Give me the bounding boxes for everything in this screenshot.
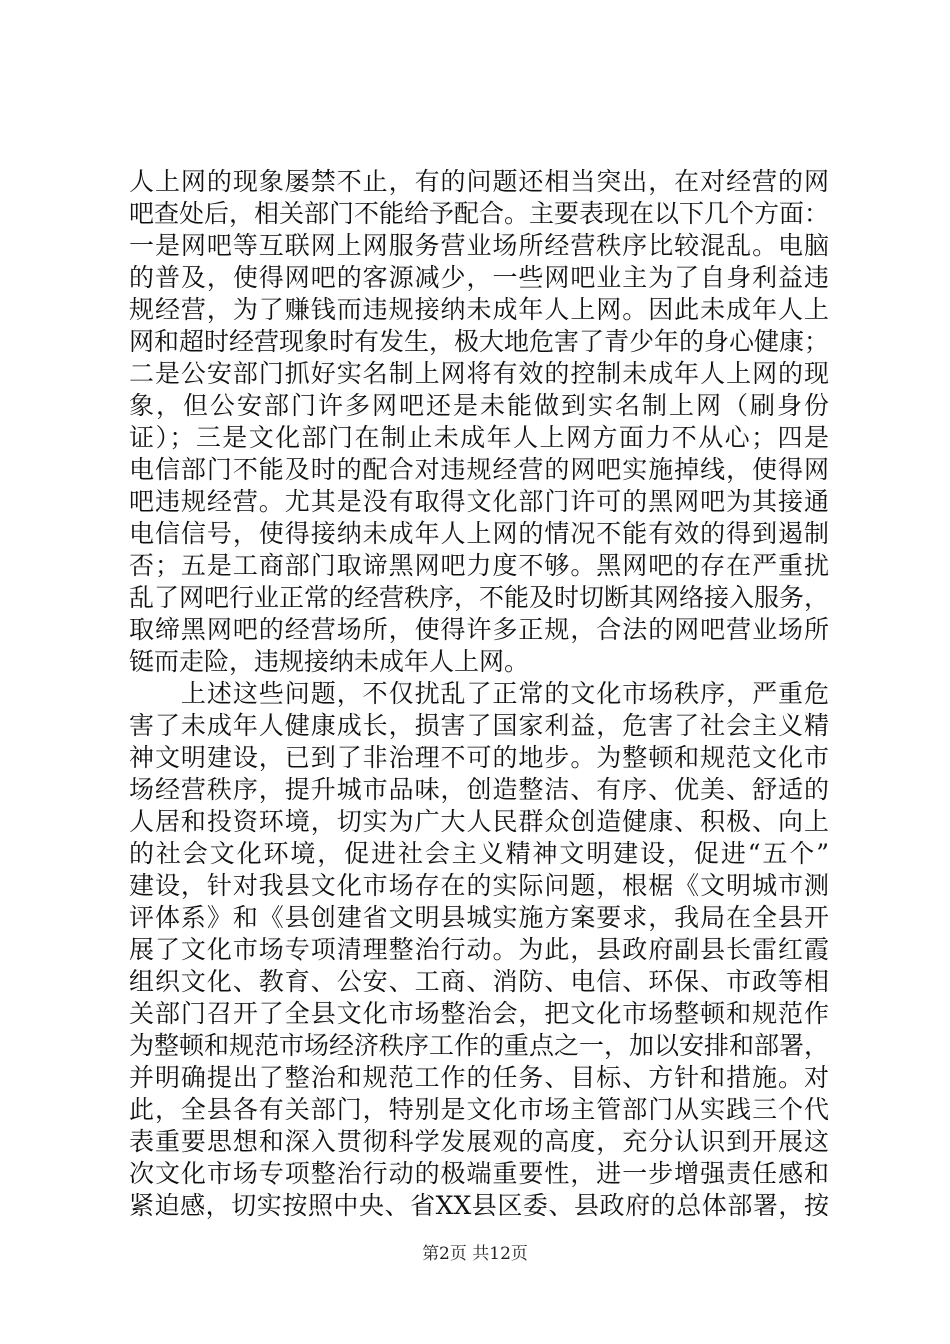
body-line: 人上网的现象屡禁不止，有的问题还相当突出，在对经营的网 bbox=[129, 167, 829, 196]
body-line: 关部门召开了全县文化市场整治会，把文化市场整顿和规范作 bbox=[129, 999, 829, 1028]
body-line: 铤而走险，违规接纳未成年人上网。 bbox=[129, 647, 530, 676]
body-line: 取缔黑网吧的经营场所，使得许多正规，合法的网吧营业场所 bbox=[129, 615, 829, 644]
body-line: 并明确提出了整治和规范工作的任务、目标、方针和措施。对 bbox=[129, 1063, 829, 1092]
body-line: 紧迫感，切实按照中央、省XX县区委、县政府的总体部署，按 bbox=[129, 1191, 829, 1220]
body-line: 电信信号，使得接纳未成年人上网的情况不能有效的得到遏制 bbox=[129, 519, 829, 548]
body-line: 电信部门不能及时的配合对违规经营的网吧实施掉线，使得网 bbox=[129, 455, 829, 484]
body-line: 一是网吧等互联网上网服务营业场所经营秩序比较混乱。电脑 bbox=[129, 231, 829, 260]
body-line: 否；五是工商部门取谛黑网吧力度不够。黑网吧的存在严重扰 bbox=[129, 551, 829, 580]
body-line: 次文化市场专项整治行动的极端重要性，进一步增强责任感和 bbox=[129, 1159, 829, 1188]
body-line: 象，但公安部门许多网吧还是未能做到实名制上网（刷身份 bbox=[129, 391, 829, 420]
body-line: 的普及，使得网吧的客源减少，一些网吧业主为了自身利益违 bbox=[129, 263, 829, 292]
body-line: 神文明建设，已到了非治理不可的地步。为整顿和规范文化市 bbox=[129, 743, 829, 772]
body-line: 为整顿和规范市场经济秩序工作的重点之一，加以安排和部署， bbox=[129, 1031, 830, 1060]
body-line: 建设，针对我县文化市场存在的实际问题，根椐《文明城市测 bbox=[129, 871, 829, 900]
body-line: 的社会文化环境，促进社会主义精神文明建设，促进“五个” bbox=[129, 839, 829, 868]
body-line: 吧违规经营。尤其是没有取得文化部门许可的黑网吧为其接通 bbox=[129, 487, 829, 516]
body-line: 表重要思想和深入贯彻科学发展观的高度，充分认识到开展这 bbox=[129, 1127, 829, 1156]
body-line: 害了未成年人健康成长，损害了国家利益，危害了社会主义精 bbox=[129, 711, 829, 740]
body-line: 二是公安部门抓好实名制上网将有效的控制未成年人上网的现 bbox=[129, 359, 829, 388]
document-body bbox=[129, 166, 829, 1222]
body-line: 组织文化、教育、公安、工商、消防、电信、环保、市政等相 bbox=[129, 967, 829, 996]
body-line: 上述这些问题，不仅扰乱了正常的文化市场秩序，严重危 bbox=[129, 679, 829, 708]
body-line: 乱了网吧行业正常的经营秩序，不能及时切断其网络接入服务， bbox=[129, 583, 830, 612]
body-line: 规经营，为了赚钱而违规接纳未成年人上网。因此未成年人上 bbox=[129, 295, 829, 324]
body-line: 展了文化市场专项清理整治行动。为此，县政府副县长雷红霞 bbox=[129, 935, 829, 964]
body-line: 此，全县各有关部门，特别是文化市场主管部门从实践三个代 bbox=[129, 1095, 829, 1124]
body-line: 吧查处后，相关部门不能给予配合。主要表现在以下几个方面： bbox=[129, 199, 830, 228]
body-line: 评体系》和《县创建省文明县城实施方案要求，我局在全县开 bbox=[129, 903, 829, 932]
body-line: 人居和投资环境，切实为广大人民群众创造健康、积极、向上 bbox=[129, 807, 829, 836]
body-line: 证）；三是文化部门在制止未成年人上网方面力不从心；四是 bbox=[129, 423, 829, 452]
body-line: 网和超时经营现象时有发生，极大地危害了青少年的身心健康； bbox=[129, 327, 830, 356]
body-line: 场经营秩序，提升城市品味，创造整洁、有序、优美、舒适的 bbox=[129, 775, 829, 804]
page-footer: 第2页 共12页 bbox=[422, 1244, 528, 1264]
